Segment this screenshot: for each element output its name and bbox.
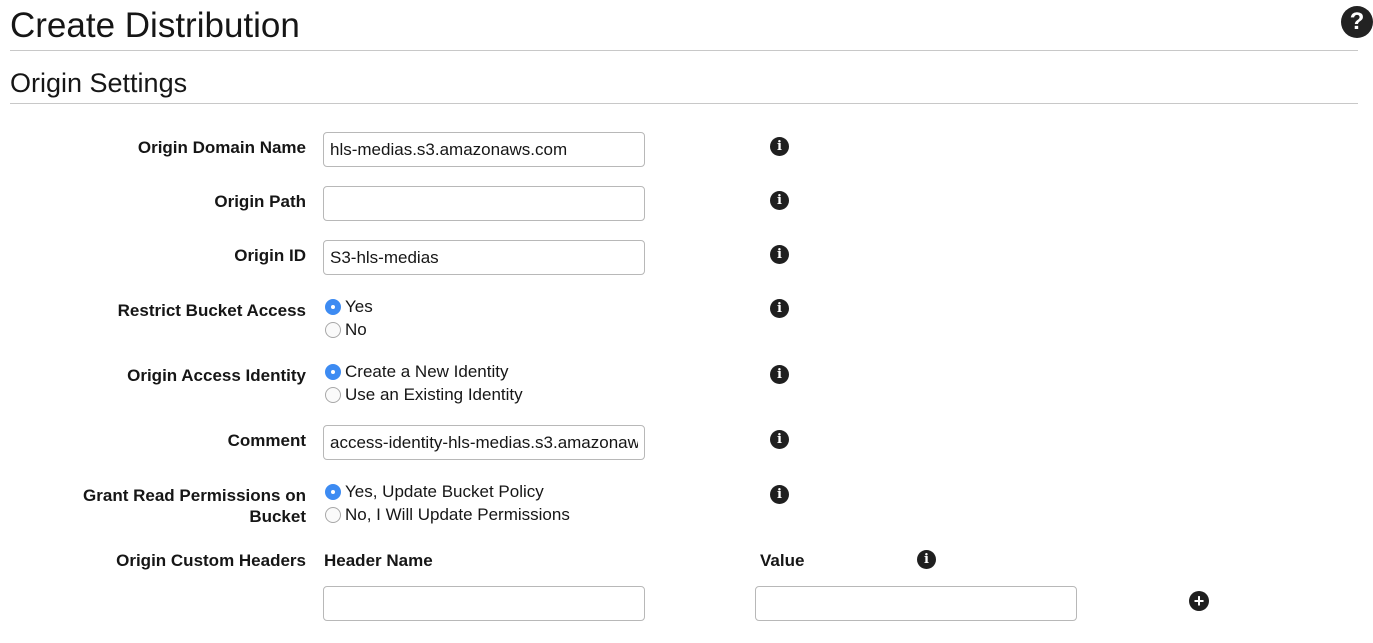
radio-button[interactable] (325, 322, 341, 338)
info-icon[interactable]: i (770, 299, 789, 318)
header-value-input[interactable] (755, 586, 1077, 621)
info-icon[interactable]: i (770, 365, 789, 384)
option-label: Use an Existing Identity (345, 385, 523, 404)
comment-input[interactable] (323, 425, 645, 460)
section-title: Origin Settings (10, 68, 188, 98)
plus-circle-icon[interactable]: + (1189, 591, 1209, 611)
info-icon[interactable]: i (770, 191, 789, 210)
comment-label: Comment (227, 431, 306, 450)
radio-button[interactable] (325, 387, 341, 403)
option-label: Yes (345, 297, 373, 316)
create-new-identity-option[interactable] (325, 361, 508, 383)
origin-id-label: Origin ID (234, 246, 306, 265)
origin-domain-name-label: Origin Domain Name (137, 138, 306, 157)
radio-button-selected[interactable] (325, 484, 341, 500)
origin-custom-headers-label: Origin Custom Headers (116, 551, 306, 570)
header-name-column-label: Header Name (324, 551, 433, 570)
origin-access-identity-label: Origin Access Identity (127, 366, 306, 385)
info-icon[interactable]: i (917, 550, 936, 569)
page-title: Create Distribution (10, 6, 300, 45)
radio-button[interactable] (325, 507, 341, 523)
restrict-bucket-access-no-option[interactable] (325, 319, 367, 341)
info-icon[interactable]: i (770, 137, 789, 156)
update-bucket-policy-option[interactable] (325, 481, 544, 503)
origin-domain-name-input[interactable] (323, 132, 645, 167)
option-label: Yes, Update Bucket Policy (345, 482, 544, 501)
radio-button-selected[interactable] (325, 364, 341, 380)
grant-read-permissions-label: Grant Read Permissions on Bucket (83, 486, 306, 526)
info-icon[interactable]: i (770, 430, 789, 449)
question-mark-icon[interactable]: ? (1341, 6, 1373, 38)
restrict-bucket-access-yes-option[interactable] (325, 296, 373, 318)
option-label: No (345, 320, 367, 339)
option-label: Create a New Identity (345, 362, 509, 381)
title-divider (10, 50, 1358, 51)
info-icon[interactable]: i (770, 245, 789, 264)
origin-id-input[interactable] (323, 240, 645, 275)
origin-path-label: Origin Path (214, 192, 306, 211)
update-permissions-myself-option[interactable] (325, 504, 570, 526)
value-column-label: Value (760, 551, 805, 570)
section-divider (10, 103, 1358, 104)
header-name-input[interactable] (323, 586, 645, 621)
restrict-bucket-access-label: Restrict Bucket Access (117, 301, 306, 320)
use-existing-identity-option[interactable] (325, 384, 523, 406)
radio-button-selected[interactable] (325, 299, 341, 315)
option-label: No, I Will Update Permissions (345, 505, 570, 524)
info-icon[interactable]: i (770, 485, 789, 504)
origin-path-input[interactable] (323, 186, 645, 221)
